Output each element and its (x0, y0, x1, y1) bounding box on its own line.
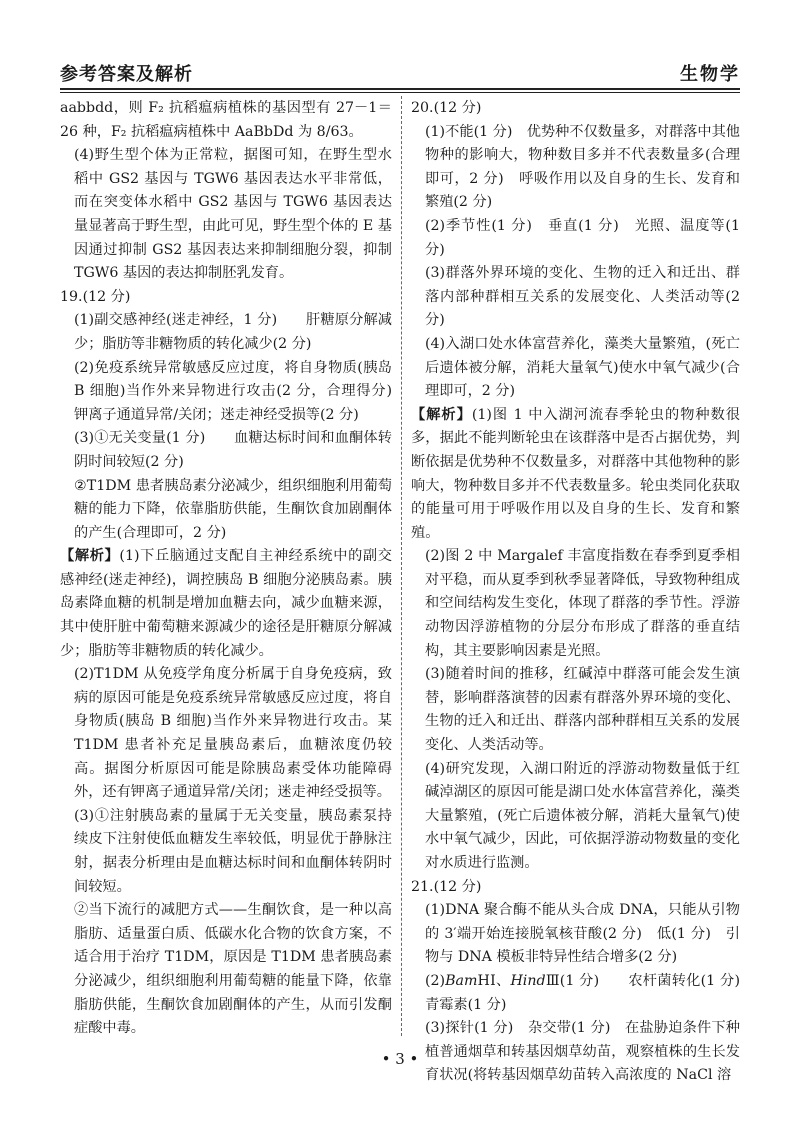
q21-answer-3: (3)探针(1 分) 杂交带(1 分) 在盐胁迫条件下种植普通烟草和转基因烟草幼苗，观察植株的生长发育状况(将转基因烟草幼苗转入高浓度的 NaCl 溶 (425, 1020, 740, 1084)
q19-explanation-2: (2)T1DM 从免疫学角度分析属于自身免疫病，致病的原因可能是免疫系统异常敏感反应过度，将自身物质(胰岛 B 细胞)当作外来异物进行攻击。某 T1DM 患者补充足量胰岛素后，血糖浓度仍较高。据图分析原因可能是除胰岛素受体功能障碍外，还有钾离子通道异常/关闭；迷走神经受损等。 (74, 666, 392, 801)
explanation-text: (1)图 1 中入湖河流春季轮虫的物种数很多，据此不能判断轮虫在该群落中是否占据优势，判断依据是优势种不仅数量多，对群落中其他物种的影响大，物种数目多并不代表数量多。轮虫类同化获取的能量可用于呼吸作用以及自身的生长、发育和繁殖。 (411, 406, 740, 541)
q19-answer-4: ②T1DM 患者胰岛素分泌减少，组织细胞利用葡萄糖的能力下降，依靠脂肪供能，生酮饮食加剧酮体的产生(合理即可，2 分) (74, 477, 392, 541)
q21-title: 21.(12 分) (411, 878, 482, 895)
header-subject: 生物学 (680, 64, 740, 85)
q20-explanation-4: (4)研究发现，入湖口附近的浮游动物数量低于红碱淖湖区的原因可能是湖口处水体富营养化，藻类大量繁殖，(死亡后遗体被分解，消耗大量氧气)使水中氧气减少，因此，可依据浮游动物数量的变化对水质进行监测。 (425, 760, 740, 871)
q21-a2-post: Ⅲ(1 分) 农杆菌转化(1 分) 青霉素(1 分) (425, 972, 755, 1013)
header-rule-thick (60, 88, 740, 90)
q18-continuation: aabbdd，则 F₂ 抗稻瘟病植株的基因型有 27－1＝26 种，F₂ 抗稻瘟病植株中 AaBbDd 为 8/63。 (60, 100, 392, 140)
q19-answer-2: (2)免疫系统异常敏感反应过度，将自身物质(胰岛 B 细胞)当作外来异物进行攻击(2 分，合理得分) 钾离子通道异常/关闭；迷走神经受损等(2 分) (74, 359, 407, 423)
q21-answer-1: (1)DNA 聚合酶不能从头合成 DNA，只能从引物的 3′端开始连接脱氧核苷酸(2 分) 低(1 分) 引物与 DNA 模板非特异性结合增多(2 分) (425, 902, 740, 966)
q19-explanation-3: (3)①注射胰岛素的量属于无关变量，胰岛素泵持续皮下注射使低血糖发生率较低，明显优于静脉注射，据表分析理由是血糖达标时间和血酮体转阴时间较短。 (74, 807, 392, 895)
q20-answer-3: (3)群落外界环境的变化、生物的迁入和迁出、群落内部种群相互关系的发展变化、人类活动等(2 分) (425, 265, 740, 329)
q20-explanation-2: (2)图 2 中 Margalef 丰富度指数在春季到夏季相对平稳，而从夏季到秋季显著降低，导致物种组成和空间结构发生变化，体现了群落的季节性。浮游动物因浮游植物的分层分布形成了群落的垂直结构，其主要影响因素是光照。 (425, 548, 740, 659)
q20-answer-2: (2)季节性(1 分) 垂直(1 分) 光照、温度等(1 分) (425, 217, 740, 258)
q20-answer-1: (1)不能(1 分) 优势种不仅数量多，对群落中其他物种的影响大，物种数目多并不代表数量多(合理即可，2 分) 呼吸作用以及自身的生长、发育和繁殖(2 分) (425, 123, 740, 211)
left-column (60, 97, 407, 1041)
q20-explanation-1 (411, 404, 740, 546)
q21-a2-mid: HⅠ、 (477, 972, 511, 989)
right-column (411, 97, 755, 1088)
q20-title: 20.(12 分) (411, 100, 482, 116)
column-divider (401, 96, 402, 1036)
q19-answer-3: (3)①无关变量(1 分) 血糖达标时间和血酮体转阴时间较短(2 分) (74, 430, 392, 470)
page-header (60, 50, 740, 88)
enzyme-hind: Hind (510, 972, 546, 989)
q19-answer-1: (1)副交感神经(迷走神经，1 分) 肝糖原分解减少；脂肪等非糖物质的转化减少(2 分) (74, 312, 392, 352)
q20-answer-4: (4)入湖口处水体富营养化，藻类大量繁殖，(死亡后遗体被分解，消耗大量氧气)使水中氧气减少(合理即可，2 分) (425, 335, 740, 400)
page-number: • 3 • (381, 1050, 419, 1068)
explanation-tag: 【解析】 (60, 548, 120, 565)
header-title: 参考答案及解析 (60, 64, 193, 85)
q18-part4: (4)野生型个体为正常粒，据图可知，在野生型水稻中 GS2 基因与 TGW6 基因表达水平非常低，而在突变体水稻中 GS2 基因与 TGW6 基因表达量显著高于野生型，由此可见，野生型个体的 E 基因通过抑制 GS2 基因表达来抑制细胞分裂，抑制 TGW6 基因的表达抑制胚乳发育。 (74, 147, 392, 282)
enzyme-bam: Bam (445, 972, 478, 989)
q21-a2-prefix: (2) (425, 972, 446, 989)
q19-explanation-4: ②当下流行的减肥方式——生酮饮食，是一种以高脂肪、适量蛋白质、低碳水化合物的饮食方案，不适合用于治疗 T1DM，原因是 T1DM 患者胰岛素分泌减少，组织细胞利用葡萄糖的能量下降，依靠脂肪供能，生酮饮食加剧酮体的产生，从而引发酮症酸中毒。 (74, 902, 392, 1037)
header-rule-thin (60, 92, 740, 93)
q19-title: 19.(12 分) (60, 288, 131, 305)
q21-answer-2 (411, 970, 755, 1017)
q20-explanation-3: (3)随着时间的推移，红碱淖中群落可能会发生演替，影响群落演替的因素有群落外界环境的变化、生物的迁入和迁出、群落内部种群相互关系的发展变化、人类活动等。 (425, 666, 740, 754)
q19-explanation-1 (60, 545, 392, 663)
explanation-tag: 【解析】 (411, 406, 472, 423)
explanation-text: (1)下丘脑通过支配自主神经系统中的副交感神经(迷走神经)，调控胰岛 B 细胞分泌胰岛素。胰岛素降血糖的机制是增加血糖去向，减少血糖来源，其中使肝脏中葡萄糖来源减少的途径是肝糖原分解减少；脂肪等非糖物质的转化减少。 (60, 548, 392, 659)
